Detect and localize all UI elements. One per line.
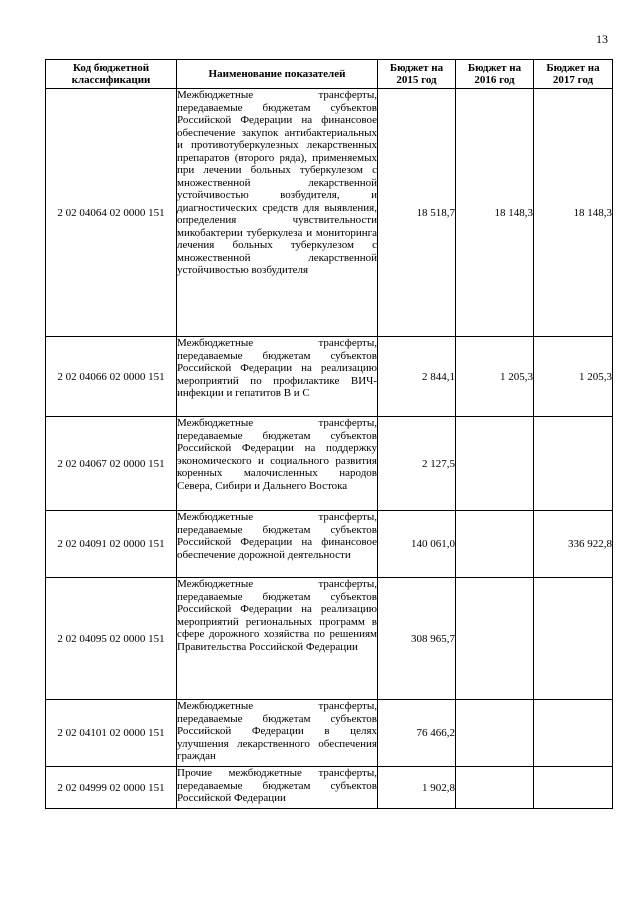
table-header-row [46,60,613,89]
table-row [46,417,613,511]
row-budget-2016 [456,767,534,809]
row-name: Межбюджетные трансферты, передаваемые бюджетам субъектов Российской Федерации на реализацию мероприятий региональных программ в сфере дорожного хозяйства по решениям Правительства Российской Федерации [177,578,378,700]
row-code: 2 02 04999 02 0000 151 [46,767,177,809]
row-budget-2016: 1 205,3 [456,337,534,417]
budget-table [45,59,613,809]
row-budget-2015: 308 965,7 [378,578,456,700]
row-code: 2 02 04091 02 0000 151 [46,511,177,578]
row-code: 2 02 04066 02 0000 151 [46,337,177,417]
row-budget-2017 [534,578,613,700]
header-budget-2016: Бюджет на 2016 год [456,60,534,89]
row-budget-2015: 2 844,1 [378,337,456,417]
row-budget-2017: 18 148,3 [534,89,613,337]
row-budget-2017 [534,417,613,511]
table-row [46,89,613,337]
row-name: Межбюджетные трансферты, передаваемые бюджетам субъектов Российской Федерации на поддержку экономического и социального развития коренных малочисленных народов Севера, Сибири и Дальнего Востока [177,417,378,511]
row-budget-2016: 18 148,3 [456,89,534,337]
row-budget-2016 [456,417,534,511]
row-budget-2015: 140 061,0 [378,511,456,578]
row-code: 2 02 04095 02 0000 151 [46,578,177,700]
row-budget-2015: 18 518,7 [378,89,456,337]
row-name: Межбюджетные трансферты, передаваемые бюджетам субъектов Российской Федерации на финансовое обеспечение закупок антибактериальных и противотуберкулезных лекарственных препаратов (второго ряда), применяемых при лечении больных туберкулезом с множественной лекарственной устойчивостью возбудителя, и диагностических средств для выявления, определения чувствительности микобактерии туберкулеза и мониторинга лечения больных туберкулезом с множественной лекарственной устойчивостью возбудителя [177,89,378,337]
header-name: Наименование показателей [177,60,378,89]
row-budget-2016 [456,578,534,700]
row-budget-2016 [456,511,534,578]
row-name: Прочие межбюджетные трансферты, передаваемые бюджетам субъектов Российской Федерации [177,767,378,809]
row-budget-2017: 336 922,8 [534,511,613,578]
row-code: 2 02 04067 02 0000 151 [46,417,177,511]
row-budget-2016 [456,700,534,767]
row-code: 2 02 04064 02 0000 151 [46,89,177,337]
table-row [46,578,613,700]
table-row [46,511,613,578]
row-name: Межбюджетные трансферты, передаваемые бюджетам субъектов Российской Федерации на реализацию мероприятий по профилактике ВИЧ-инфекции и гепатитов В и С [177,337,378,417]
row-budget-2017: 1 205,3 [534,337,613,417]
row-budget-2015: 76 466,2 [378,700,456,767]
row-name: Межбюджетные трансферты, передаваемые бюджетам субъектов Российской Федерации на финансовое обеспечение дорожной деятельности [177,511,378,578]
row-code: 2 02 04101 02 0000 151 [46,700,177,767]
page-number: 13 [596,32,608,46]
row-budget-2017 [534,767,613,809]
table-row [46,700,613,767]
header-budget-2017: Бюджет на 2017 год [534,60,613,89]
header-code: Код бюджетной классификации [46,60,177,89]
row-name: Межбюджетные трансферты, передаваемые бюджетам субъектов Российской Федерации в целях улучшения лекарственного обеспечения граждан [177,700,378,767]
row-budget-2015: 1 902,8 [378,767,456,809]
table-row [46,767,613,809]
header-budget-2015: Бюджет на 2015 год [378,60,456,89]
row-budget-2017 [534,700,613,767]
table-row [46,337,613,417]
row-budget-2015: 2 127,5 [378,417,456,511]
